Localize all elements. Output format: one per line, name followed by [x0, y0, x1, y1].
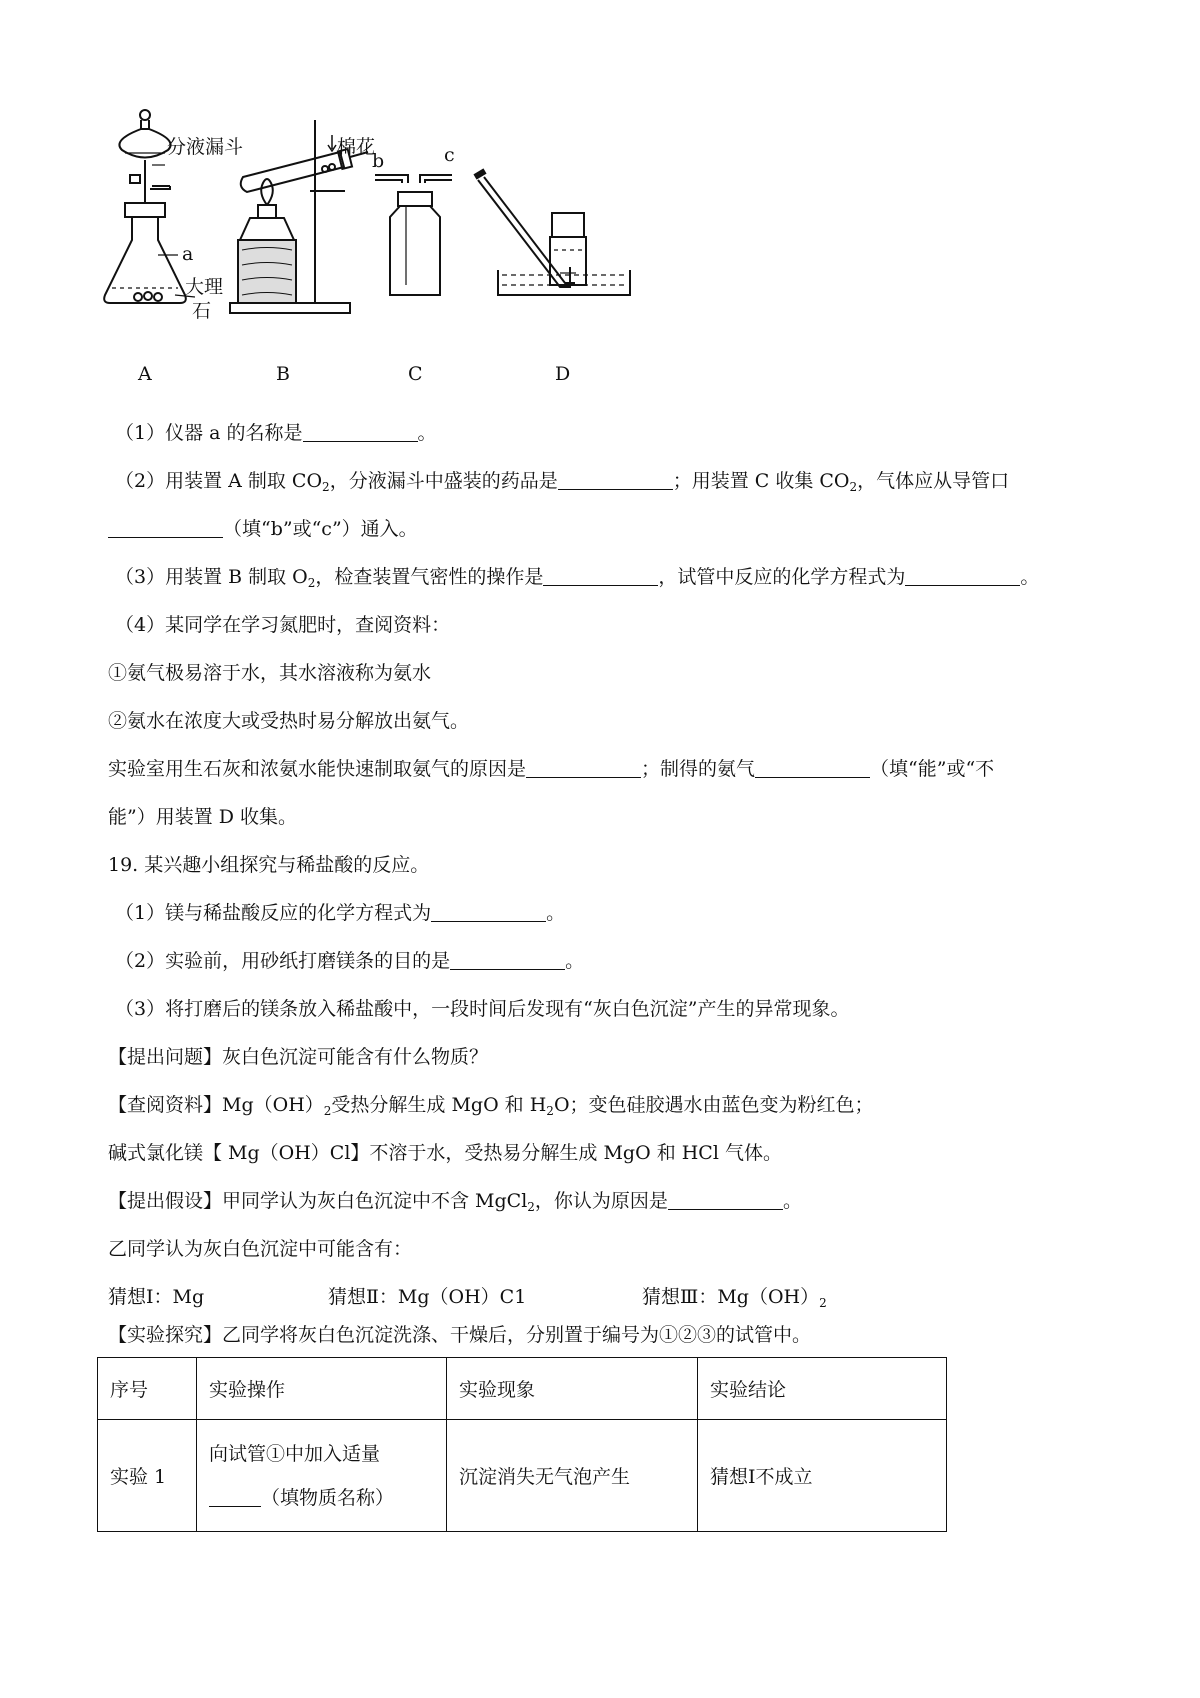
- q19-guess-2: 猜想Ⅱ：Mg（OH）C1: [328, 1286, 527, 1308]
- q19-explore: 【实验探究】乙同学将灰白色沉淀洗涤、干燥后，分别置于编号为①②③的试管中。: [108, 1324, 812, 1346]
- apparatus-d-drawing: [475, 171, 630, 295]
- q19-part3: （3）将打磨后的镁条放入稀盐酸中，一段时间后发现有“灰白色沉淀”产生的异常现象。: [115, 998, 850, 1020]
- q18-part1: （1）仪器 a 的名称是 。: [115, 422, 437, 444]
- table-cell-no: 实验 1: [98, 1420, 197, 1532]
- apparatus-c-drawing: [375, 175, 452, 295]
- q19-guess-3: 猜想Ⅲ：$Mg(OH)_2$: [642, 1286, 827, 1310]
- cotton-label: 棉花: [337, 136, 376, 158]
- q19-part2: （2）实验前，用砂纸打磨镁条的目的是 。: [115, 950, 585, 972]
- answer-blank[interactable]: [450, 949, 565, 970]
- apparatus-label-a: A: [138, 363, 152, 385]
- a-label: a: [182, 243, 194, 265]
- c-label: c: [444, 144, 455, 166]
- answer-blank[interactable]: [755, 757, 870, 778]
- q18-part3: （3）用装置 B 制取 $O_2$，检查装置气密性的操作是 ，试管中反应的化学方程式为 。: [115, 566, 1040, 590]
- operation-line-1: 向试管①中加入适量: [209, 1442, 381, 1465]
- funnel-label: 分液漏斗: [167, 136, 244, 158]
- answer-blank[interactable]: [668, 1189, 783, 1210]
- q18-part4-line1: 实验室用生石灰和浓氨水能快速制取氨气的原因是 ；制得的氨气 （填“能”或“不: [108, 758, 995, 780]
- q19-yi-statement: 乙同学认为灰白色沉淀中可能含有：: [108, 1238, 413, 1260]
- q19-question: 【提出问题】灰白色沉淀可能含有什么物质？: [108, 1046, 489, 1068]
- q18-part4-line2: 能”）用装置 D 收集。: [108, 806, 298, 828]
- table-header-row: [98, 1358, 947, 1420]
- table-header: 序号: [98, 1358, 197, 1420]
- apparatus-label-c: C: [408, 363, 423, 385]
- answer-blank[interactable]: [526, 757, 641, 778]
- answer-blank[interactable]: [108, 517, 223, 538]
- q19-guess-1: 猜想Ⅰ：Mg: [108, 1286, 205, 1308]
- answer-blank[interactable]: [905, 565, 1020, 586]
- table-cell-operation: [197, 1420, 447, 1532]
- marble-label-2: 石: [192, 300, 212, 322]
- answer-blank[interactable]: [209, 1486, 261, 1507]
- experiment-table: [97, 1357, 947, 1532]
- marble-label-1: 大理: [185, 276, 224, 298]
- answer-blank[interactable]: [543, 565, 658, 586]
- apparatus-label-d: D: [555, 363, 571, 385]
- table-header: 实验操作: [197, 1358, 447, 1420]
- q19-hypothesis: 【提出假设】甲同学认为灰白色沉淀中不含 MgCl$_2$，你认为原因是 。: [108, 1190, 802, 1214]
- q18-reference-1: ①氨气极易溶于水，其水溶液称为氨水: [108, 662, 432, 684]
- table-header: 实验现象: [447, 1358, 698, 1420]
- q18-part2-line2: （填“b”或“c”）通入。: [108, 516, 418, 542]
- operation-line-2: （填物质名称）: [209, 1476, 434, 1520]
- answer-blank[interactable]: [558, 469, 673, 490]
- q18-part4: （4）某同学在学习氮肥时，查阅资料：: [115, 614, 451, 636]
- q19-reference-2: 碱式氯化镁【 Mg（OH）Cl】不溶于水，受热易分解生成 MgO 和 HCl 气体。: [108, 1142, 782, 1164]
- q19-reference-1: 【查阅资料】$Mg(OH)_2$受热分解生成 MgO 和 $H_2O$；变色硅胶遇水由蓝色变为粉红色；: [108, 1094, 874, 1118]
- b-label: b: [372, 150, 385, 172]
- q19-title: 19. 某兴趣小组探究与稀盐酸的反应。: [108, 854, 430, 876]
- table-header: 实验结论: [698, 1358, 947, 1420]
- q18-part2-line1: （2）用装置 A 制取 $CO_2$，分液漏斗中盛装的药品是 ；用装置 C 收集 $CO_2$，气体应从导管口: [115, 470, 1010, 494]
- table-row: [98, 1420, 947, 1532]
- table-cell-conclusion: 猜想Ⅰ不成立: [698, 1420, 947, 1532]
- table-cell-phenomenon: 沉淀消失无气泡产生: [447, 1420, 698, 1532]
- q18-reference-2: ②氨水在浓度大或受热时易分解放出氨气。: [108, 710, 470, 732]
- answer-blank[interactable]: [431, 901, 546, 922]
- q19-part1: （1）镁与稀盐酸反应的化学方程式为 。: [115, 902, 566, 924]
- answer-blank[interactable]: [303, 421, 418, 442]
- apparatus-figure: [100, 105, 690, 405]
- apparatus-label-b: B: [276, 363, 290, 385]
